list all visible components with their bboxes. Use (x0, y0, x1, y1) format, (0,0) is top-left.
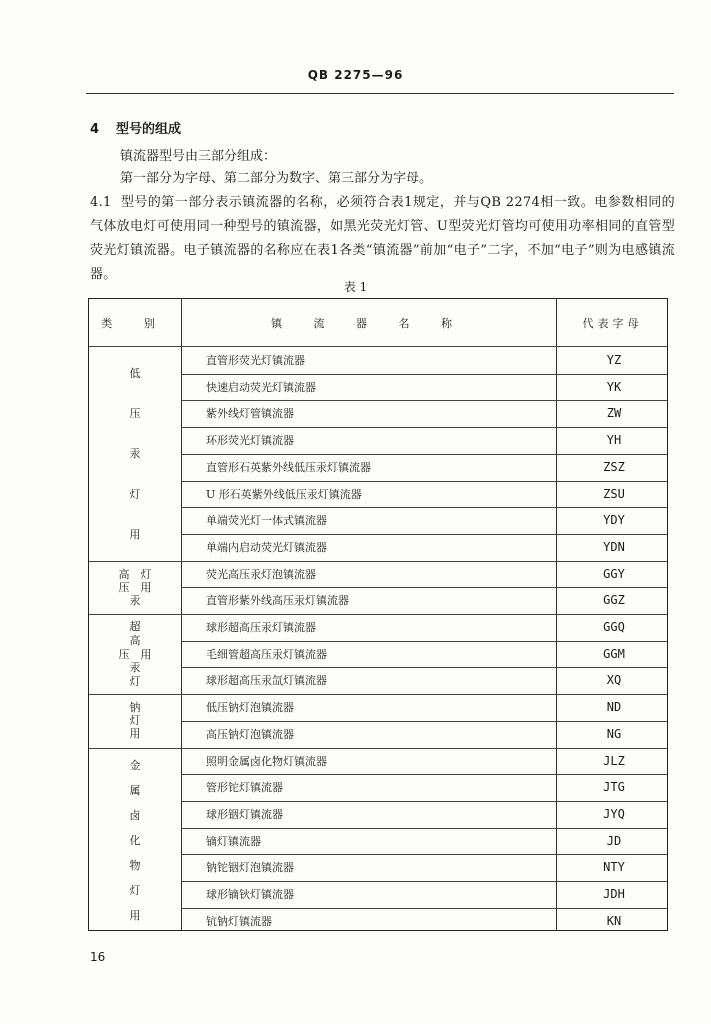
row-divider (181, 694, 667, 695)
code-letter-cell: KN (606, 913, 622, 928)
category-label-char: 金 (129, 759, 141, 773)
category-label-char: 化 (129, 834, 141, 848)
ballast-name-cell: 低压钠灯泡镇流器 (206, 701, 294, 715)
standard-code: QB 2275—96 (307, 68, 404, 82)
code-letter-cell: GGZ (603, 593, 625, 608)
row-divider (181, 507, 667, 508)
code-letter-cell: XQ (606, 673, 622, 688)
category-label (89, 347, 181, 561)
ballast-name-cell: 钠铊铟灯泡镇流器 (206, 861, 294, 875)
clause-number: 4.1 (90, 195, 112, 210)
row-divider (181, 667, 667, 668)
ballast-name-cell: 高压钠灯泡镇流器 (206, 727, 294, 741)
category-label-char: 压 用 (118, 580, 152, 594)
section-heading (90, 118, 181, 137)
code-letter-cell: JLZ (603, 753, 625, 768)
page-number: 16 (90, 950, 106, 964)
table-caption: 表 1 (343, 280, 368, 294)
code-letter-cell: ND (606, 700, 622, 715)
row-divider (181, 881, 667, 882)
ballast-name-cell: U 形石英紫外线低压汞灯镇流器 (206, 487, 362, 501)
code-letter-cell: ZSU (603, 486, 625, 501)
code-letter-cell: GGQ (603, 620, 625, 634)
category-label-char: 灯 (129, 674, 141, 688)
ballast-name-cell: 球形超高压汞氙灯镇流器 (206, 674, 327, 688)
row-divider (181, 587, 667, 588)
row-divider (181, 400, 667, 401)
category-label (89, 748, 181, 935)
ballast-name-cell: 荧光高压汞灯泡镇流器 (206, 567, 316, 581)
category-label-char: 压 (129, 406, 141, 420)
row-divider (181, 561, 667, 562)
category-label-char: 物 (129, 859, 141, 873)
ballast-name-cell: 单端荧光灯一体式镇流器 (206, 514, 327, 528)
row-divider (181, 854, 667, 855)
section-title: 型号的组成 (116, 122, 182, 137)
code-letter-cell: ZSZ (603, 459, 625, 474)
ballast-name-cell: 球形镝钬灯镇流器 (206, 888, 294, 901)
row-divider (181, 774, 667, 775)
category-label (89, 561, 181, 614)
code-letter-cell: YK (606, 379, 622, 394)
ballast-name-cell: 直管形石英紫外线低压汞灯镇流器 (206, 460, 371, 474)
row-divider (181, 454, 667, 455)
category-label-char: 灯 (129, 487, 141, 501)
clause-paragraph (90, 191, 675, 287)
code-letter-cell: GGY (603, 566, 625, 581)
category-label-char: 属 (129, 784, 141, 798)
code-letter-cell: YZ (606, 353, 622, 367)
category-label-char: 汞 (129, 593, 141, 607)
category-label-char: 压 用 (118, 647, 152, 661)
code-letter-cell: JD (606, 833, 622, 848)
code-letter-cell: ZW (606, 406, 622, 421)
ballast-name-cell: 紫外线灯管镇流器 (206, 407, 294, 421)
category-label-char: 超 (129, 620, 141, 634)
category-label-char: 用 (129, 727, 141, 741)
code-letter-cell: NG (606, 726, 622, 741)
category-label-char: 灯 (129, 884, 141, 898)
code-letter-cell: JDH (603, 887, 625, 901)
ballast-name-cell: 快速启动荧光灯镇流器 (206, 380, 316, 394)
category-label-char: 汞 (129, 447, 141, 461)
ballast-name-cell: 直管形荧光灯镇流器 (206, 354, 305, 367)
ballast-name-cell: 环形荧光灯镇流器 (206, 434, 294, 448)
ballast-name-cell: 钪钠灯镇流器 (206, 914, 272, 928)
ballast-name-cell: 镝灯镇流器 (206, 834, 261, 848)
row-divider (181, 828, 667, 829)
row-divider (181, 534, 667, 535)
category-label-char: 高 (129, 633, 141, 647)
code-letter-cell: NTY (603, 860, 625, 875)
code-letter-cell: YDY (603, 513, 625, 528)
row-divider (181, 801, 667, 802)
category-label (89, 614, 181, 694)
ballast-name-cell: 管形铊灯镇流器 (206, 781, 283, 795)
ballast-name-cell: 球形铟灯镇流器 (206, 807, 283, 821)
clause-text: 型号的第一部分表示镇流器的名称，必须符合表1规定，并与QB 2274相一致。电参数相同的气体放电灯可使用同一种型号的镇流器，如黑光荧光灯管、U型荧光灯管均可使用功率相同的直管型荧光灯镇流器。电子镇流器的名称应在表1各类“镇流器”前加“电子”二字，不加“电子”则为电感镇流器。 (90, 195, 675, 282)
category-label-char: 高 灯 (118, 567, 152, 581)
header-ballast-name: 镇 流 器 名 称 (271, 317, 466, 330)
category-label-char: 钠 (129, 701, 141, 715)
header-category: 类 别 (101, 317, 169, 330)
row-divider (181, 614, 667, 615)
code-letter-cell: GGM (603, 646, 625, 661)
intro-paragraph: 镇流器型号由三部分组成： (120, 149, 277, 164)
category-label-char: 灯 (129, 714, 141, 728)
row-divider (181, 374, 667, 375)
ballast-name-cell: 球形超高压汞灯镇流器 (206, 621, 316, 634)
header-rule (86, 93, 674, 94)
ballast-name-cell: 照明金属卤化物灯镇流器 (206, 754, 327, 768)
ballast-table (88, 298, 668, 931)
row-divider (181, 481, 667, 482)
row-divider (181, 721, 667, 722)
ballast-name-cell: 直管形紫外线高压汞灯镇流器 (206, 594, 349, 608)
category-label-char: 卤 (129, 809, 141, 823)
category-label (89, 694, 181, 747)
category-label-char: 汞 (129, 661, 141, 675)
header-code-letters: 代表字母 (582, 317, 643, 330)
ballast-name-cell: 单端内启动荧光灯镇流器 (206, 540, 327, 554)
row-divider (181, 748, 667, 749)
intro-paragraph: 第一部分为字母、第二部分为数字、第三部分为字母。 (120, 171, 433, 186)
code-letter-cell: JYQ (603, 806, 625, 821)
category-label-char: 低 (129, 366, 141, 380)
row-divider (181, 641, 667, 642)
code-letter-cell: YDN (603, 539, 625, 554)
code-letter-cell: YH (606, 433, 622, 448)
section-number: 4 (90, 122, 100, 137)
code-letter-cell: JTG (603, 780, 625, 795)
category-label-char: 用 (129, 909, 141, 923)
row-divider (181, 908, 667, 909)
ballast-name-cell: 毛细管超高压汞灯镇流器 (206, 647, 327, 661)
category-label-char: 用 (129, 527, 141, 541)
row-divider (181, 427, 667, 428)
